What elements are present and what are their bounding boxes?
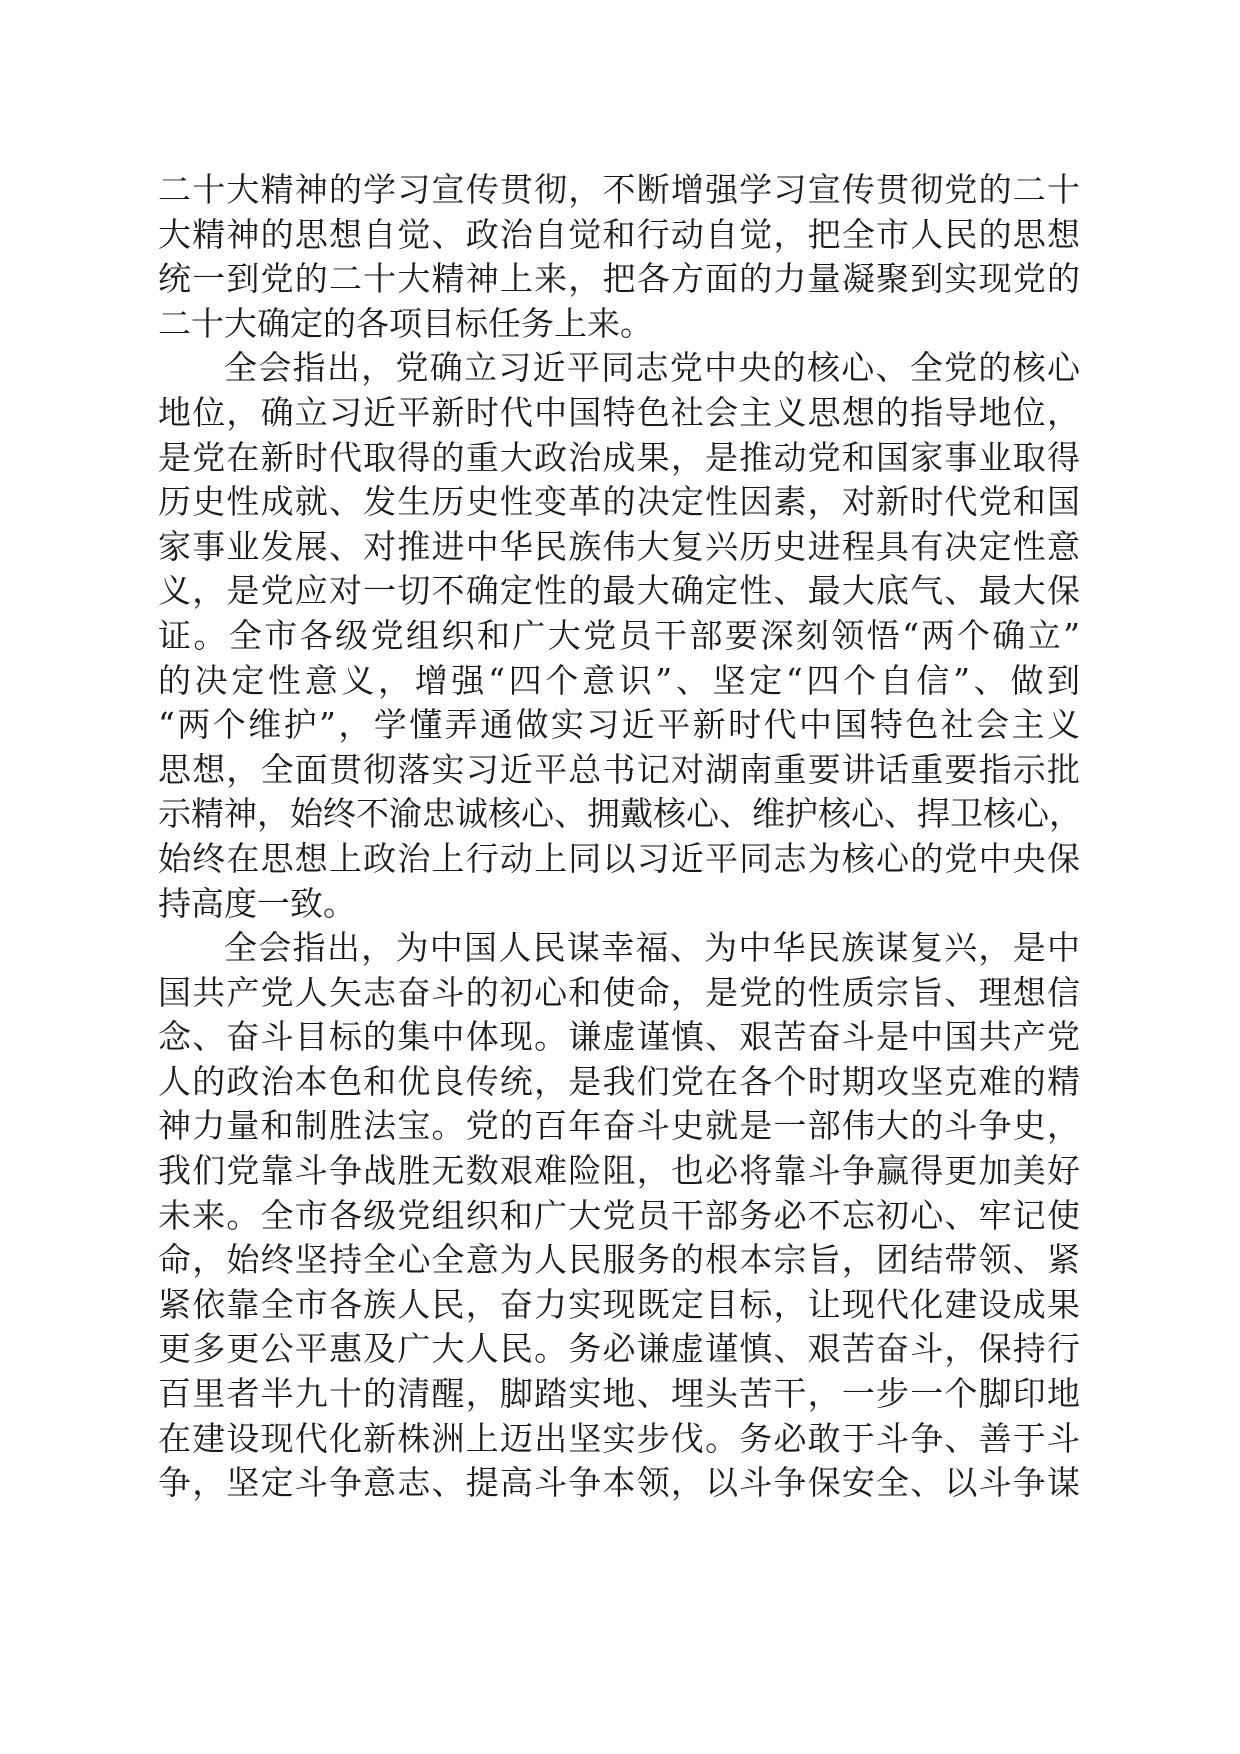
text-line: 始终在思想上政治上行动上同以习近平同志为核心的党中央保	[158, 838, 1080, 878]
text-line: 大精神的思想自觉、政治自觉和行动自觉，把全市人民的思想	[158, 214, 1080, 254]
text-line: 持高度一致。	[158, 883, 356, 923]
text-line: 是党在新时代取得的重大政治成果，是推动党和国家事业取得	[158, 437, 1080, 477]
text-line: 更多更公平惠及广大人民。务必谦虚谨慎、艰苦奋斗，保持行	[158, 1329, 1080, 1369]
text-line: “两个维护”，学懂弄通做实习近平新时代中国特色社会主义	[158, 705, 1080, 745]
text-line: 国共产党人矢志奋斗的初心和使命，是党的性质宗旨、理想信	[158, 972, 1080, 1012]
paragraph-2	[158, 346, 1080, 926]
document-body	[158, 168, 1080, 1506]
text-line: 争，坚定斗争意志、提高斗争本领，以斗争保安全、以斗争谋	[158, 1463, 1080, 1503]
text-line: 在建设现代化新株洲上迈出坚实步伐。务必敢于斗争、善于斗	[158, 1418, 1080, 1458]
text-line: 紧依靠全市各族人民，奋力实现既定目标，让现代化建设成果	[158, 1284, 1080, 1324]
text-line: 家事业发展、对推进中华民族伟大复兴历史进程具有决定性意	[158, 526, 1080, 566]
text-line: 念、奋斗目标的集中体现。谦虚谨慎、艰苦奋斗是中国共产党	[158, 1017, 1080, 1057]
text-line: 命，始终坚持全心全意为人民服务的根本宗旨，团结带领、紧	[158, 1240, 1080, 1280]
text-line: 全会指出，党确立习近平同志党中央的核心、全党的核心	[224, 348, 1080, 388]
text-line: 证。全市各级党组织和广大党员干部要深刻领悟“两个确立”	[158, 615, 1080, 655]
text-line: 神力量和制胜法宝。党的百年奋斗史就是一部伟大的斗争史，	[158, 1106, 1080, 1146]
text-line: 人的政治本色和优良传统，是我们党在各个时期攻坚克难的精	[158, 1061, 1080, 1101]
text-line: 地位，确立习近平新时代中国特色社会主义思想的指导地位，	[158, 392, 1080, 432]
text-line: 统一到党的二十大精神上来，把各方面的力量凝聚到实现党的	[158, 259, 1080, 299]
text-line: 我们党靠斗争战胜无数艰难险阻，也必将靠斗争赢得更加美好	[158, 1151, 1080, 1191]
paragraph-1	[158, 168, 1080, 346]
text-line: 二十大确定的各项目标任务上来。	[158, 303, 653, 343]
text-line: 义，是党应对一切不确定性的最大确定性、最大底气、最大保	[158, 571, 1080, 611]
paragraph-3	[158, 926, 1080, 1506]
text-line: 示精神，始终不渝忠诚核心、拥戴核心、维护核心、捍卫核心，	[158, 794, 1082, 834]
text-line: 二十大精神的学习宣传贯彻，不断增强学习宣传贯彻党的二十	[158, 170, 1080, 209]
text-line: 的决定性意义，增强“四个意识”、坚定“四个自信”、做到	[158, 660, 1080, 700]
text-line: 未来。全市各级党组织和广大党员干部务必不忘初心、牢记使	[158, 1195, 1080, 1235]
text-line: 全会指出，为中国人民谋幸福、为中华民族谋复兴，是中	[224, 928, 1080, 968]
text-line: 百里者半九十的清醒，脚踏实地、埋头苦干，一步一个脚印地	[158, 1374, 1080, 1414]
text-line: 历史性成就、发生历史性变革的决定性因素，对新时代党和国	[158, 482, 1080, 522]
text-line: 思想，全面贯彻落实习近平总书记对湖南重要讲话重要指示批	[158, 749, 1080, 789]
